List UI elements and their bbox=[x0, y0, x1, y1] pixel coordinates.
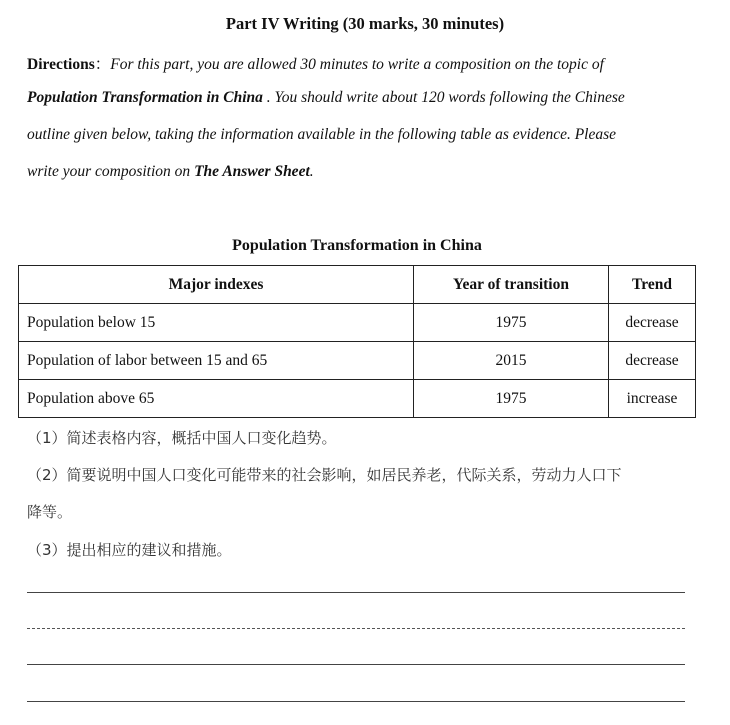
cell-year: 1975 bbox=[414, 380, 609, 418]
outline-point-2-cont: 降等。 bbox=[27, 503, 73, 521]
outline-point-3: （3）提出相应的建议和措施。 bbox=[27, 541, 232, 559]
directions-text-4-end: . bbox=[309, 163, 314, 180]
writing-line bbox=[27, 701, 685, 702]
directions-text-3: outline given below, taking the information available in the following table as evidence. Please bbox=[27, 126, 617, 143]
directions-text-1: For this part, you are allowed 30 minutes to write a composition on the topic of bbox=[110, 56, 604, 73]
writing-line bbox=[27, 592, 685, 593]
cell-year: 2015 bbox=[414, 342, 609, 380]
section-heading: Part IV Writing (30 marks, 30 minutes) bbox=[225, 14, 505, 33]
directions-line-4 bbox=[27, 163, 707, 181]
directions-line-2 bbox=[27, 89, 707, 107]
cell-index: Population of labor between 15 and 65 bbox=[19, 342, 414, 380]
cell-trend: decrease bbox=[609, 304, 696, 342]
cell-trend: decrease bbox=[609, 342, 696, 380]
writing-line bbox=[27, 664, 685, 665]
header-year-of-transition: Year of transition bbox=[414, 266, 609, 304]
header-major-indexes: Major indexes bbox=[19, 266, 414, 304]
outline-point-1: （1）简述表格内容，概括中国人口变化趋势。 bbox=[27, 429, 337, 447]
table-row bbox=[19, 380, 696, 418]
writing-line bbox=[27, 628, 685, 629]
table-row bbox=[19, 342, 696, 380]
population-table bbox=[18, 265, 696, 418]
table-header-row bbox=[19, 266, 696, 304]
directions-line-1 bbox=[27, 52, 707, 74]
table-title: Population Transformation in China bbox=[232, 237, 482, 254]
composition-topic: Population Transformation in China bbox=[27, 89, 263, 106]
answer-sheet-ref: The Answer Sheet bbox=[194, 163, 310, 180]
outline-point-2: （2）简要说明中国人口变化可能带来的社会影响，如居民养老，代际关系，劳动力人口下 bbox=[27, 466, 622, 484]
directions-label: Directions bbox=[27, 56, 95, 73]
directions-text-4: write your composition on bbox=[27, 163, 195, 180]
cell-index: Population above 65 bbox=[19, 380, 414, 418]
table-row bbox=[19, 304, 696, 342]
directions-colon: ： bbox=[94, 56, 111, 73]
header-trend: Trend bbox=[609, 266, 696, 304]
cell-index: Population below 15 bbox=[19, 304, 414, 342]
cell-year: 1975 bbox=[414, 304, 609, 342]
cell-trend: increase bbox=[609, 380, 696, 418]
directions-text-2: . You should write about 120 words following the Chinese bbox=[262, 89, 625, 106]
directions-line-3 bbox=[27, 126, 707, 144]
